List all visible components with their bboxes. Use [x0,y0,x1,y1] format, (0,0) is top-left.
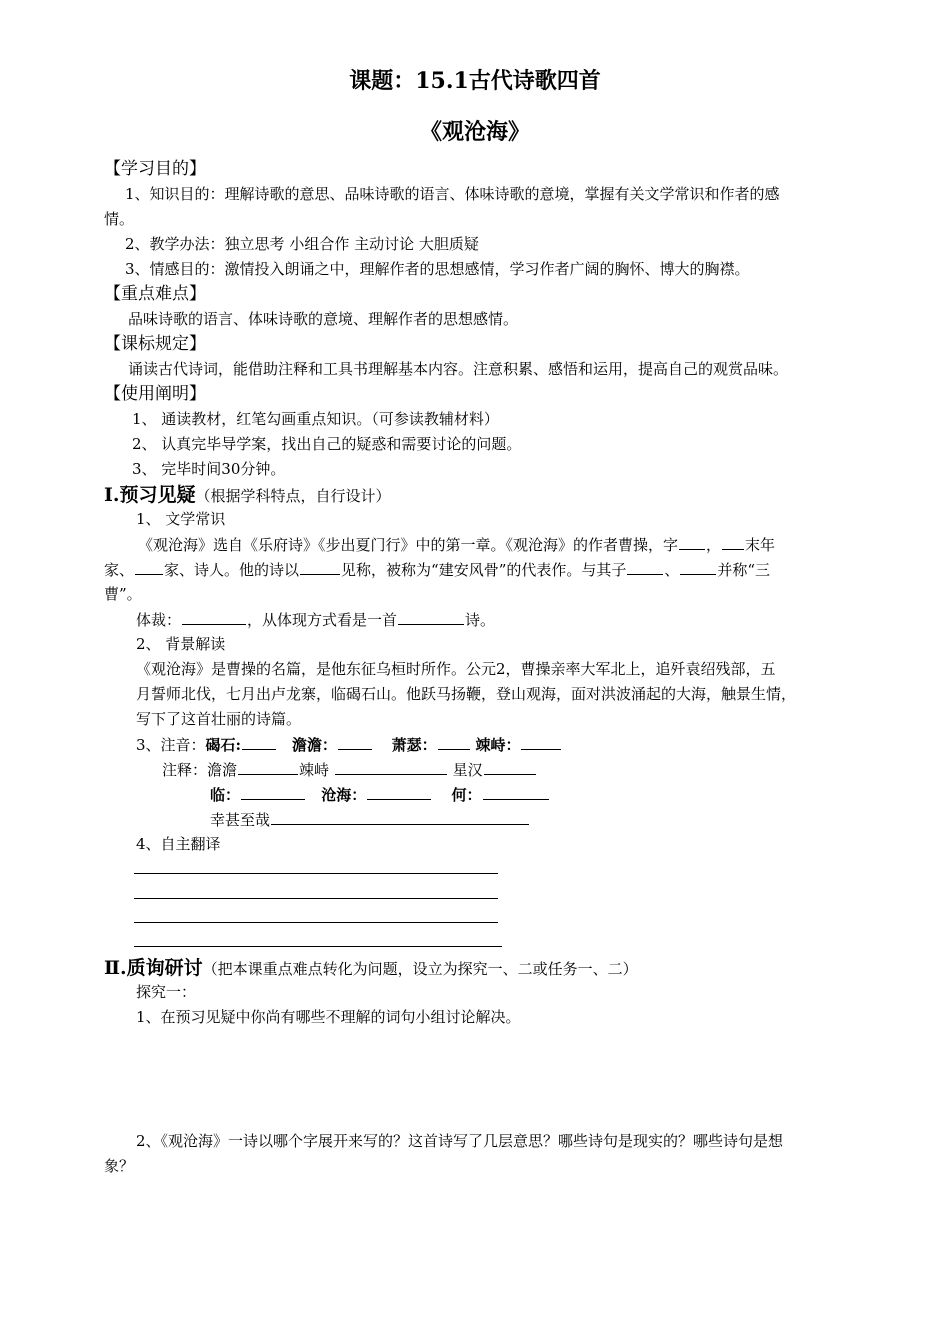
standard-heading: 【课标规定】 [104,334,206,354]
pinyin-label: 3、注音： [136,736,206,754]
literature-text: 、 [664,561,680,579]
blank[interactable] [182,609,246,625]
blank[interactable] [521,734,561,750]
goal-1-line-2: 情。 [104,210,135,228]
blank[interactable] [242,734,276,750]
background-line-3: 写下了这首壮丽的诗篇。 [136,710,302,728]
explanation-label: 注释： [162,761,208,779]
inquiry-heading-row [104,956,638,981]
blank[interactable] [680,559,716,575]
genre-text: 体裁： [136,611,182,629]
goal-3: 3、情感目的：激情投入朗诵之中，理解作者的思想感情，学习作者广阔的胸怀、博大的胸襟。 [125,260,750,278]
literature-line-1 [138,534,775,555]
explanation-word: 幸甚至哉 [210,811,271,829]
explanation-word: 何： [451,786,482,804]
usage-2: 2、 认真完毕导学案，找出自己的疑惑和需要讨论的问题。 [132,435,522,453]
usage-heading: 【使用阐明】 [104,384,206,404]
question-1: 1、在预习见疑中你尚有哪些不理解的词句小组讨论解决。 [136,1008,521,1026]
preview-heading-row [104,483,391,508]
background-line-1: 《观沧海》是曹操的名篇，是他东征乌桓时所作。公元2，曹操亲率大军北上，追歼袁绍残部，五 [136,660,776,678]
inquiry-heading: Ⅱ.质询研讨 [104,957,203,979]
genre-line [136,609,495,630]
genre-text: ，从体现方式看是一首 [247,611,398,629]
blank[interactable] [398,609,464,625]
goal-2: 2、教学办法：独立思考 小组合作 主动讨论 大胆质疑 [125,235,479,253]
explanation-word: 星汉 [452,761,483,779]
literature-text: 《观沧海》选自《乐府诗》《步出夏门行》中的第一章。《观沧海》的作者曹操，字 [138,536,679,554]
blank[interactable] [627,559,663,575]
literature-line-2 [104,559,770,580]
explanation-word: 沧海： [321,786,367,804]
literature-text: ， [706,536,722,554]
explore-1-label: 探究一： [136,983,197,1001]
explanation-row-3 [210,809,530,830]
blank[interactable] [238,759,298,775]
lesson-title: 课题：15.1古代诗歌四首 [349,68,601,94]
literature-text: 家、诗人。他的诗以 [164,561,300,579]
explanation-word: 竦峙 [299,761,330,779]
blank[interactable] [722,534,744,550]
explanation-word: 澹澹 [207,761,238,779]
explanation-row-2 [210,784,550,805]
key-points-heading: 【重点难点】 [104,284,206,304]
preview-heading: Ⅰ.预习见疑 [104,484,196,506]
pinyin-word: 碣石: [205,736,242,754]
blank[interactable] [335,759,447,775]
literature-text: 并称“三 [717,561,771,579]
background-line-2: 月誓师北伐，七月出卢龙寨，临碣石山。他跃马扬鞭，登山观海，面对洪波涌起的大海，触景生情， [136,685,797,703]
blank[interactable] [241,784,305,800]
pinyin-word: 竦峙： [475,736,521,754]
usage-1: 1、 通读教材，红笔勾画重点知识。（可参读教辅材料） [132,410,499,428]
blank[interactable] [483,784,549,800]
translation-line[interactable] [134,922,498,923]
inquiry-note: （把本课重点难点转化为问题，设立为探究一、二或任务一、二） [202,960,638,978]
literature-line-3: 曹”。 [104,585,142,603]
poem-title: 《观沧海》 [419,119,530,145]
genre-text: 诗。 [465,611,496,629]
literature-text: 家、 [104,561,135,579]
key-points-text: 品味诗歌的语言、体味诗歌的意境、理解作者的思想感情。 [128,310,519,328]
blank[interactable] [135,559,163,575]
preview-note: （根据学科特点，自行设计） [195,487,391,505]
background-heading: 2、 背景解读 [136,635,226,653]
question-2-line-1: 2、《观沧海》一诗以哪个字展开来写的？这首诗写了几层意思？哪些诗句是现实的？哪些诗句是想 [136,1132,784,1150]
blank[interactable] [484,759,536,775]
explanation-row-1 [162,759,537,780]
pinyin-row [136,734,562,755]
question-2-line-2: 象？ [104,1157,135,1175]
blank[interactable] [679,534,705,550]
literature-text: 见称，被称为“建安风骨”的代表作。与其子 [341,561,627,579]
blank[interactable] [300,559,340,575]
blank[interactable] [338,734,372,750]
blank[interactable] [438,734,470,750]
goals-heading: 【学习目的】 [104,159,206,179]
translation-heading: 4、自主翻译 [136,835,221,853]
translation-line[interactable] [134,873,498,874]
explanation-word: 临： [210,786,241,804]
goal-1-line-1: 1、知识目的：理解诗歌的意思、品味诗歌的语言、体味诗歌的意境，掌握有关文学常识和作者的感 [125,185,780,203]
pinyin-word: 澹澹： [291,736,337,754]
translation-line[interactable] [134,946,502,947]
literature-heading: 1、 文学常识 [136,510,226,528]
standard-text: 诵读古代诗词，能借助注释和工具书理解基本内容。注意积累、感悟和运用，提高自己的观赏品味。 [128,360,789,378]
blank[interactable] [271,809,529,825]
usage-3: 3、 完毕时间30分钟。 [132,460,286,478]
translation-line[interactable] [134,898,498,899]
blank[interactable] [367,784,431,800]
literature-text: 末年 [745,536,776,554]
pinyin-word: 萧瑟： [391,736,437,754]
